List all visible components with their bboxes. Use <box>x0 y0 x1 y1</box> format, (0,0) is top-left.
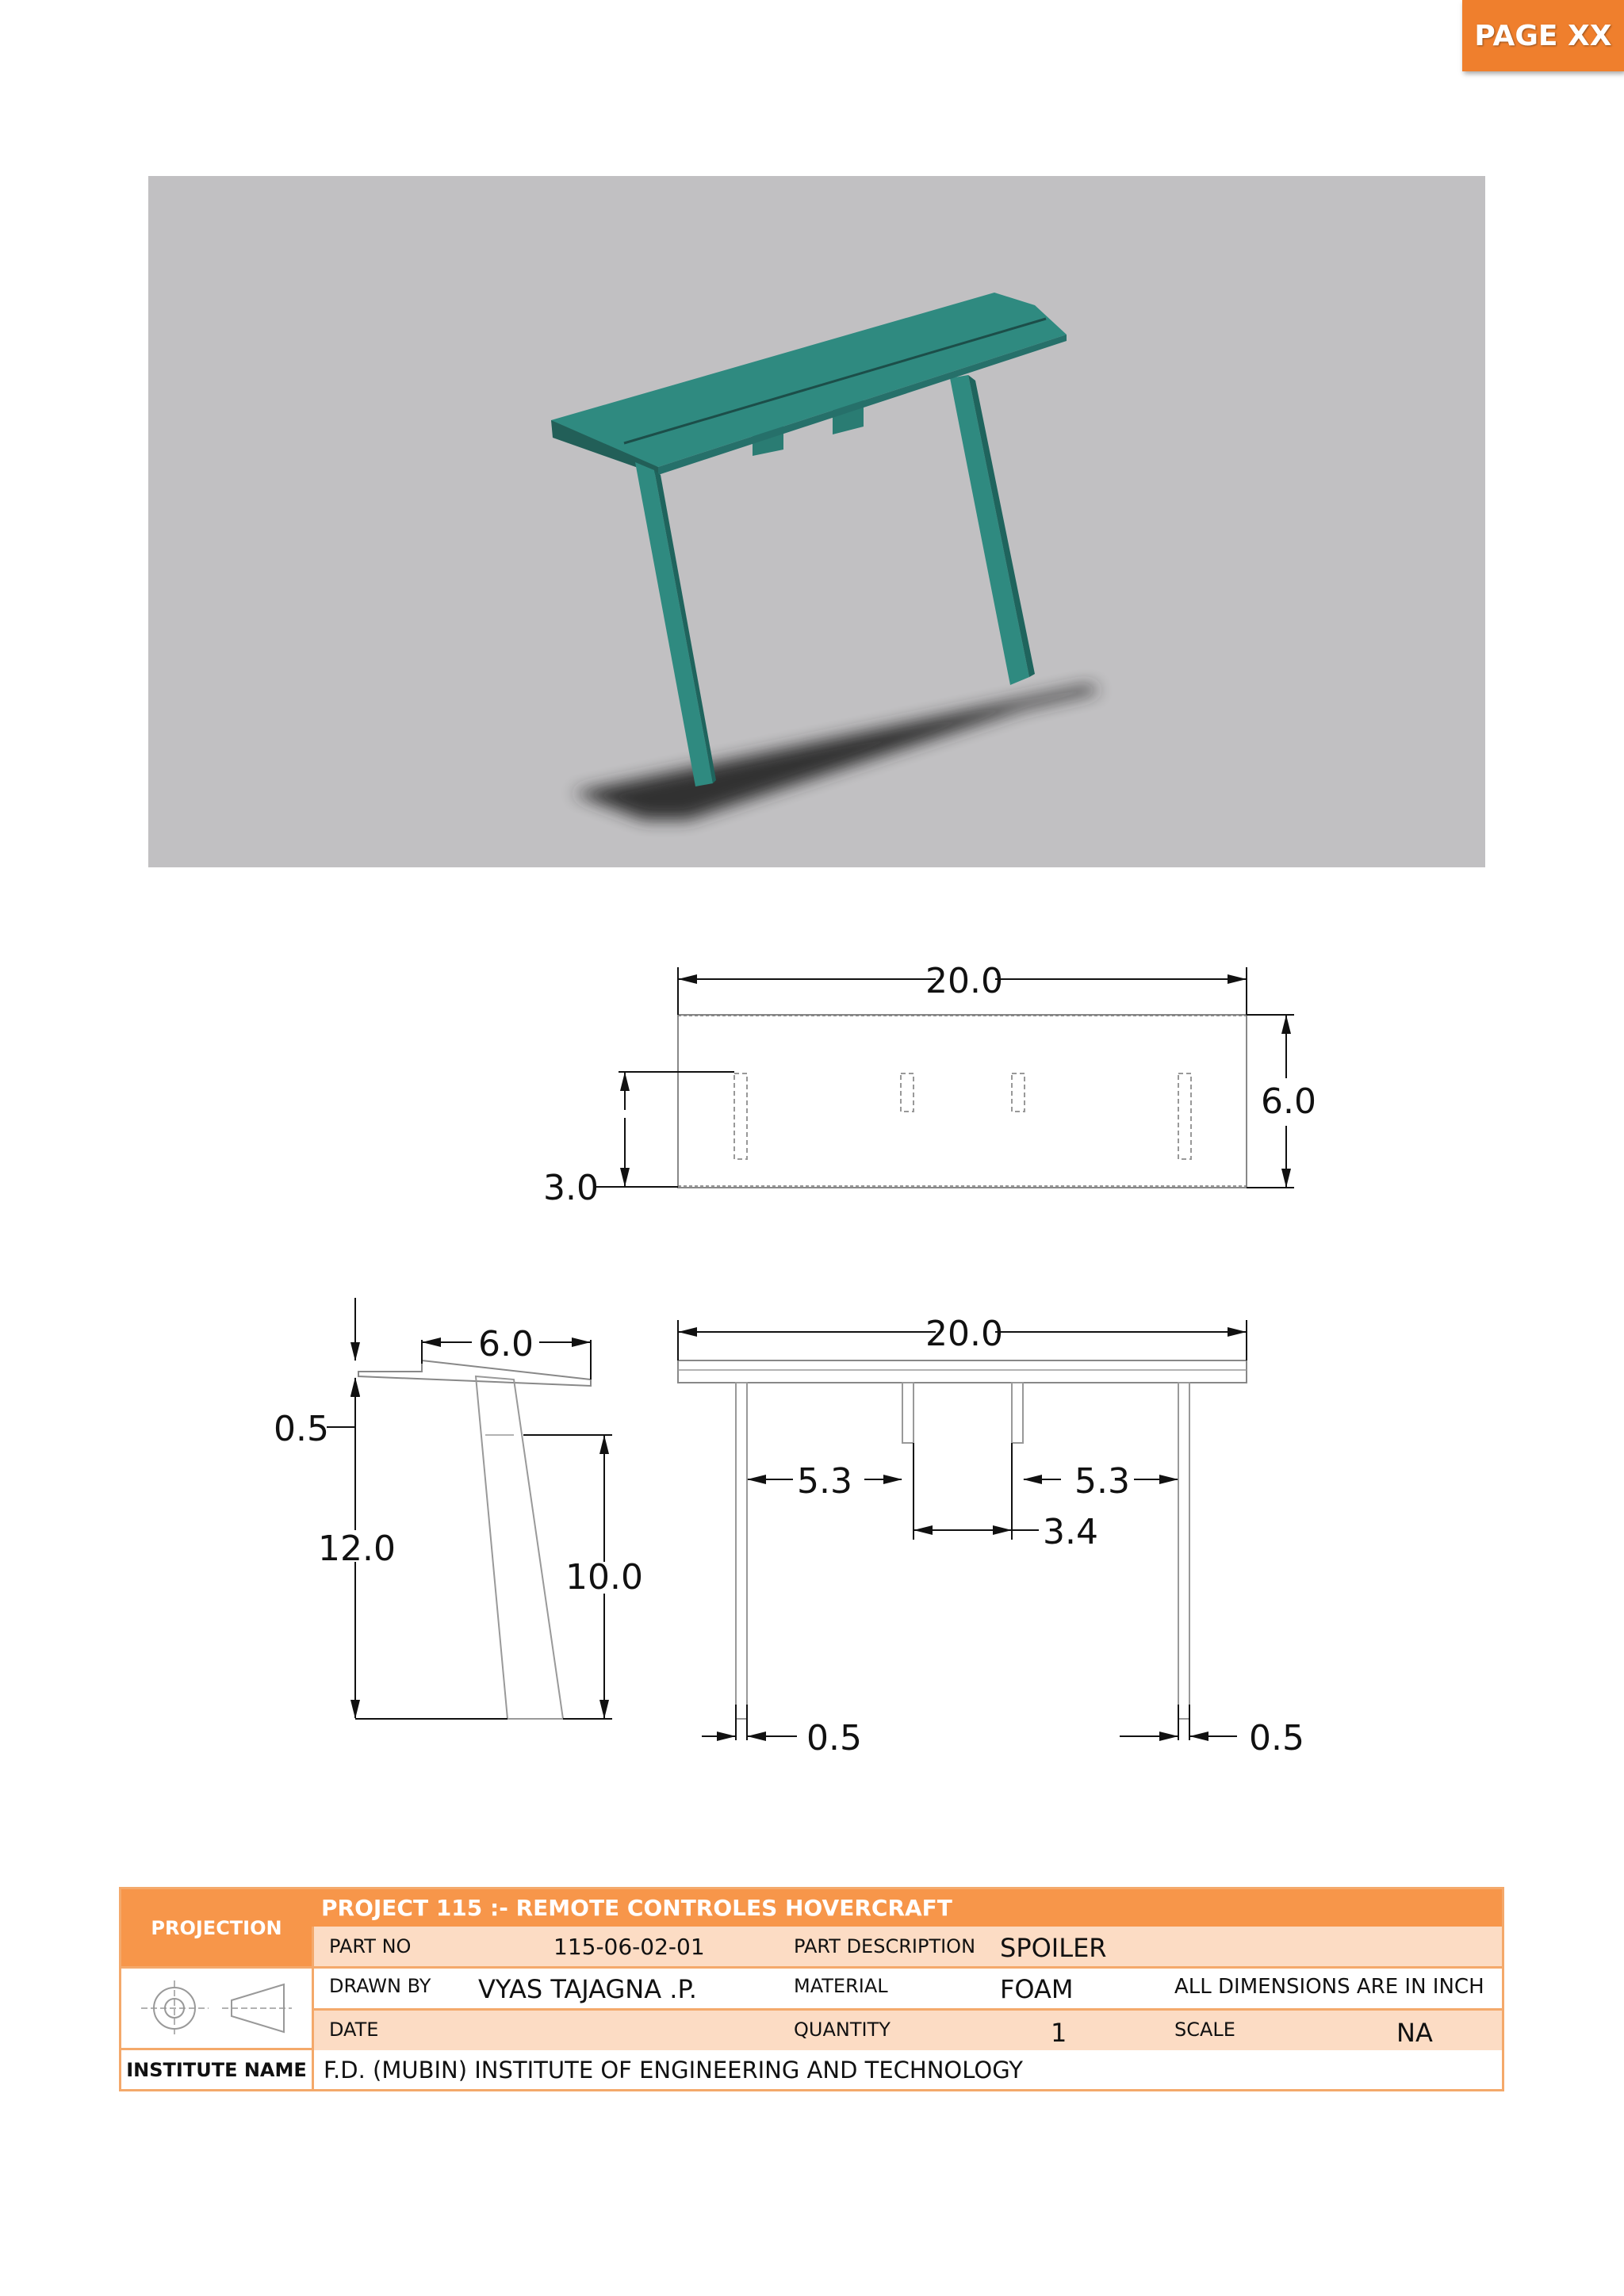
projection-symbol-cell <box>121 1966 312 2050</box>
front-view-leg-left <box>736 1383 747 1719</box>
hidden-slot <box>734 1073 747 1159</box>
drawn-by-label: DRAWN BY <box>329 1975 431 1997</box>
dim-front-length: 20.0 <box>925 1314 1003 1354</box>
dim-side-total-height: 12.0 <box>318 1529 396 1569</box>
rear-leg <box>950 375 1029 685</box>
dim-side-leg-height: 10.0 <box>565 1557 643 1598</box>
dim-top-width: 6.0 <box>1261 1081 1316 1122</box>
dim-front-gap-right: 5.3 <box>1074 1461 1130 1502</box>
hidden-slot <box>1012 1073 1025 1112</box>
front-leg-side <box>654 470 716 783</box>
orthographic-drawing <box>0 912 1624 1800</box>
side-view-leg-profile <box>476 1376 563 1719</box>
quantity-label: QUANTITY <box>794 2018 891 2041</box>
side-view-wing-profile <box>358 1360 591 1386</box>
institute-label: INSTITUTE NAME <box>126 2058 307 2081</box>
top-view <box>543 961 1316 1208</box>
third-angle-projection-icon <box>133 1976 300 2040</box>
ground-shadow <box>573 685 1100 820</box>
part-no-value: 115-06-02-01 <box>553 1933 705 1960</box>
projection-label: PROJECTION <box>121 1889 312 1966</box>
dim-front-gap-center: 3.4 <box>1043 1512 1098 1552</box>
scale-label: SCALE <box>1174 2018 1235 2041</box>
part-description-label: PART DESCRIPTION <box>794 1935 976 1957</box>
hidden-slot <box>901 1073 914 1112</box>
title-block <box>119 1887 1504 2091</box>
orthographic-views <box>0 912 1624 1800</box>
quantity-value: 1 <box>1051 2018 1067 2048</box>
dim-front-gap-left: 5.3 <box>797 1461 852 1502</box>
title-block-divider <box>312 1927 314 2050</box>
dim-slot-offset: 3.0 <box>543 1168 599 1208</box>
top-view-outline <box>678 1015 1247 1188</box>
dim-front-leg-right: 0.5 <box>1249 1718 1304 1758</box>
front-view-leg-right <box>1178 1383 1189 1719</box>
spoiler-3d-illustration <box>148 176 1485 867</box>
units-note: ALL DIMENSIONS ARE IN INCH <box>1174 1975 1484 1999</box>
front-view-tab-left <box>902 1383 914 1443</box>
part-no-label: PART NO <box>329 1935 412 1957</box>
dim-side-thickness: 0.5 <box>274 1409 329 1449</box>
front-view <box>678 1314 1304 1758</box>
page-number-badge: PAGE XX <box>1462 0 1624 71</box>
project-title: PROJECT 115 :- REMOTE CONTROLES HOVERCRAFT <box>312 1889 1502 1927</box>
scale-value: NA <box>1396 2018 1433 2048</box>
front-view-tab-right <box>1012 1383 1023 1443</box>
front-leg <box>635 462 713 786</box>
front-view-wing <box>678 1360 1247 1383</box>
material-label: MATERIAL <box>794 1975 888 1997</box>
side-view <box>274 1298 643 1719</box>
row-date <box>312 2008 1502 2050</box>
dim-side-chord: 6.0 <box>478 1324 534 1364</box>
dim-top-length: 20.0 <box>925 961 1003 1001</box>
institute-value: F.D. (MUBIN) INSTITUTE OF ENGINEERING AND TECHNOLOGY <box>312 2050 1502 2089</box>
date-label: DATE <box>329 2018 379 2041</box>
dim-front-leg-left: 0.5 <box>806 1718 862 1758</box>
drawn-by-value: VYAS TAJAGNA .P. <box>478 1974 697 2004</box>
part-description-value: SPOILER <box>1000 1933 1107 1963</box>
spoiler-3d-render <box>148 176 1485 867</box>
material-value: FOAM <box>1000 1974 1074 2004</box>
hidden-slot <box>1178 1073 1191 1159</box>
